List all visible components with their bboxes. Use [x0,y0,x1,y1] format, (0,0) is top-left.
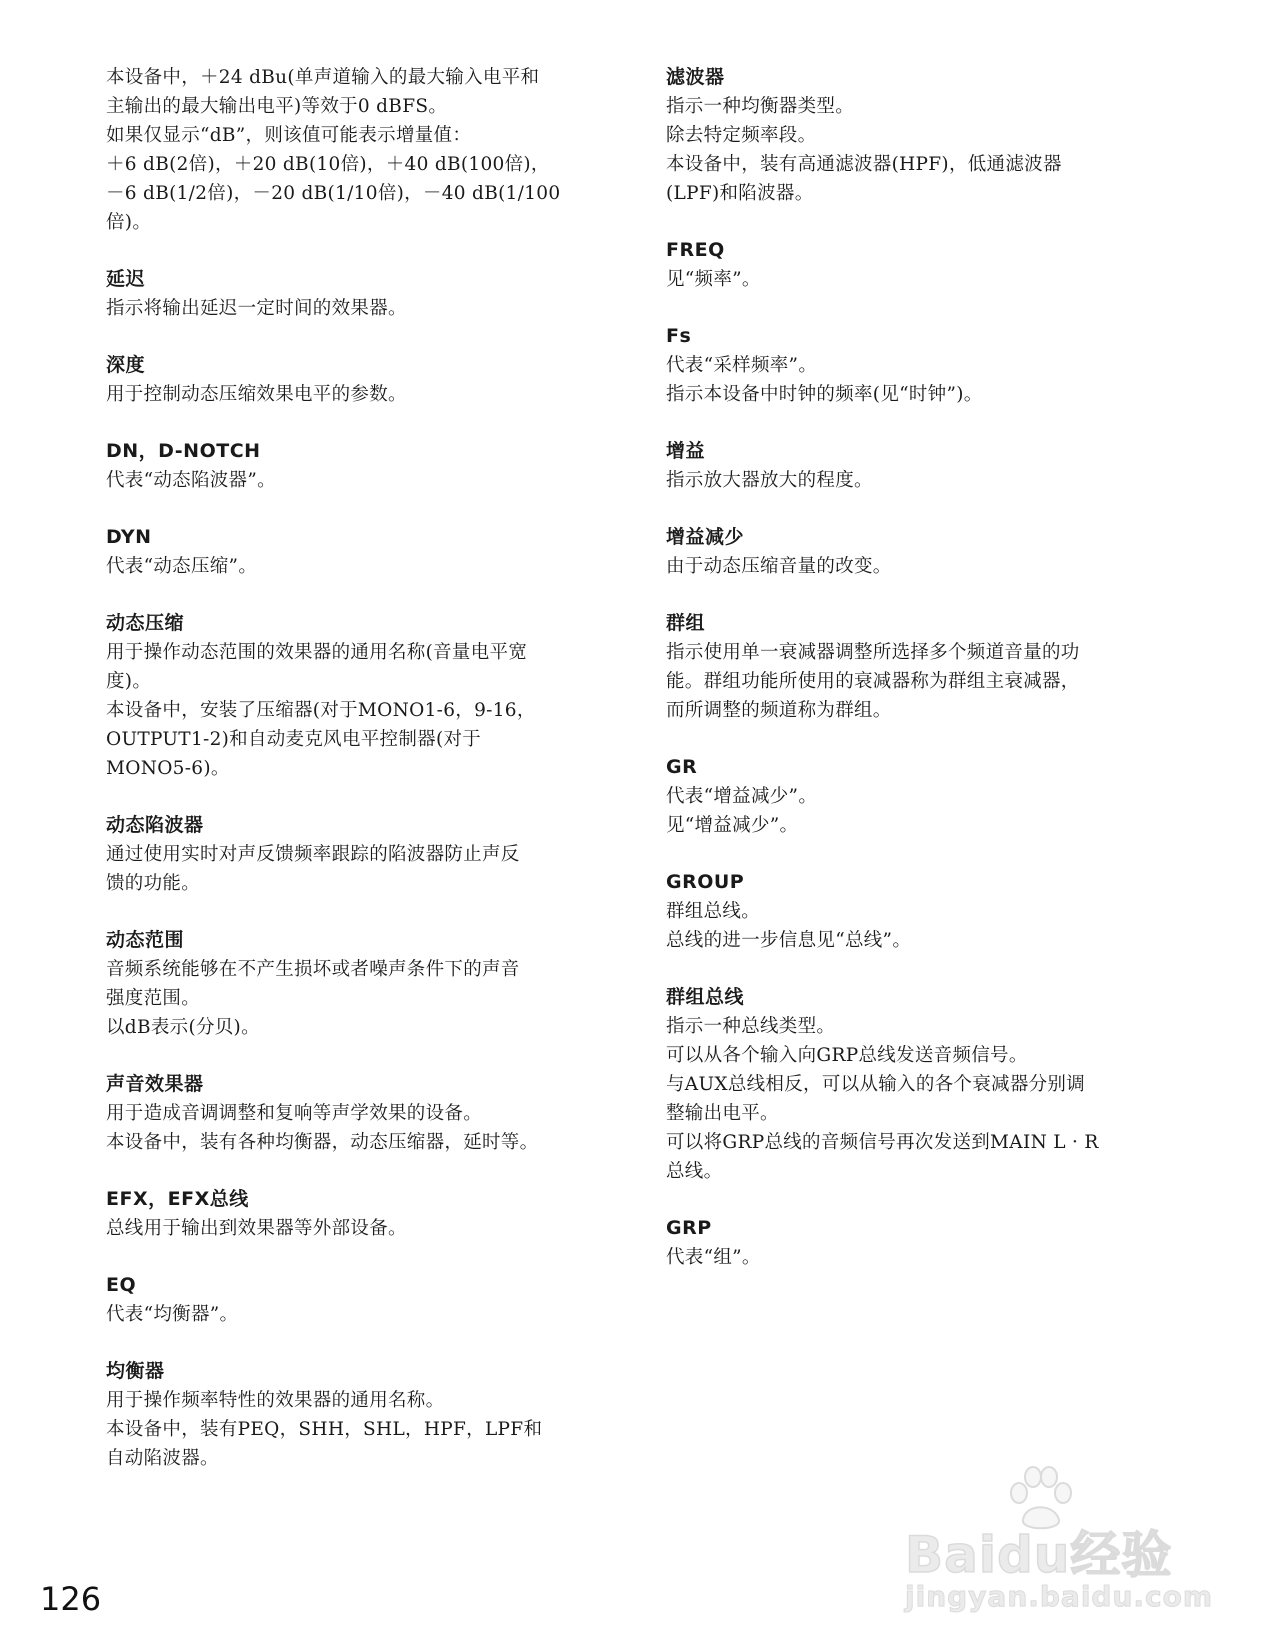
right-column [666,63,1176,1300]
definition-line: 代表“均衡器”。 [106,1304,239,1325]
definition-line: －6 dB(1/2倍)，－20 dB(1/10倍)，－40 dB(1/100 [106,183,561,204]
glossary-term: DYN [106,526,152,548]
definition-line: 自动陷波器。 [106,1448,219,1469]
glossary-entry [106,523,606,581]
definition-line: 用于控制动态压缩效果电平的参数。 [106,384,407,405]
glossary-entry [666,322,1176,409]
definition-line: 总线用于输出到效果器等外部设备。 [106,1218,407,1239]
definition-line: 与AUX总线相反，可以从输入的各个衰减器分别调 [666,1074,1086,1095]
baidu-watermark [905,1465,1214,1625]
glossary-term: 声音效果器 [106,1073,204,1095]
watermark-brand: Baidu经验 [905,1526,1173,1584]
definition-line: MONO5-6)。 [106,758,230,779]
definition-line: 度)。 [106,671,152,692]
glossary-entry [106,63,606,237]
glossary-entry [106,1185,606,1243]
watermark-url: jingyan.baidu.com [905,1580,1214,1613]
definition-line: 而所调整的频道称为群组。 [666,700,892,721]
definition-line: 总线的进一步信息见“总线”。 [666,930,912,951]
glossary-term: GRP [666,1217,712,1239]
definition-line: 代表“动态压缩”。 [106,556,258,577]
glossary-entry [106,1271,606,1329]
glossary-term: 动态范围 [106,929,185,951]
definition-line: 可以将GRP总线的音频信号再次发送到MAIN L · R [666,1132,1099,1153]
definition-line: 代表“增益减少”。 [666,786,818,807]
glossary-entry [106,811,606,898]
glossary-entry [666,1214,1176,1272]
glossary-term: DN，D-NOTCH [106,440,261,462]
definition-line: 音频系统能够在不产生损坏或者噪声条件下的声音 [106,959,520,980]
definition-line: 本设备中，装有各种均衡器，动态压缩器，延时等。 [106,1132,539,1153]
glossary-term: FREQ [666,239,725,261]
definition-line: 代表“组”。 [666,1247,761,1268]
definition-line: 指示一种均衡器类型。 [666,96,855,117]
definition-line: 用于操作动态范围的效果器的通用名称(音量电平宽 [106,642,528,663]
definition-line: 用于操作频率特性的效果器的通用名称。 [106,1390,445,1411]
definition-line: 通过使用实时对声反馈频率跟踪的陷波器防止声反 [106,844,520,865]
glossary-entry [106,926,606,1042]
glossary-term: GROUP [666,871,745,893]
glossary-entry [666,983,1176,1186]
glossary-entry [666,523,1176,581]
glossary-entry [106,265,606,323]
definition-line: 能。群组功能所使用的衰减器称为群组主衰减器， [666,671,1080,692]
definition-line: 总线。 [666,1161,723,1182]
definition-line: 指示放大器放大的程度。 [666,470,873,491]
definition-line: 群组总线。 [666,901,761,922]
definition-line: 指示使用单一衰减器调整所选择多个频道音量的功 [666,642,1080,663]
glossary-entry [666,63,1176,208]
definition-line: 见“增益减少”。 [666,815,799,836]
definition-line: 除去特定频率段。 [666,125,817,146]
definition-line: (LPF)和陷波器。 [666,183,814,204]
definition-line: 倍)。 [106,212,152,233]
glossary-term: GR [666,756,698,778]
glossary-entry [106,1357,606,1473]
definition-line: 指示一种总线类型。 [666,1016,836,1037]
definition-line: 代表“动态陷波器”。 [106,470,276,491]
definition-line: ＋6 dB(2倍)，＋20 dB(10倍)，＋40 dB(100倍)， [106,154,550,175]
glossary-term: 增益 [666,440,706,462]
glossary-entry [106,609,606,783]
glossary-term: 增益减少 [666,526,745,548]
definition-line: 指示本设备中时钟的频率(见“时钟”)。 [666,384,983,405]
glossary-term: 深度 [106,354,146,376]
glossary-entry [666,753,1176,840]
glossary-term: EQ [106,1274,137,1296]
glossary-term: 动态压缩 [106,612,185,634]
glossary-entry [106,1070,606,1157]
definition-line: 以dB表示(分贝)。 [106,1017,260,1038]
definition-line: OUTPUT1-2)和自动麦克风电平控制器(对于 [106,729,482,750]
definition-line: 见“频率”。 [666,269,761,290]
definition-line: 代表“采样频率”。 [666,355,818,376]
definition-line: 强度范围。 [106,988,201,1009]
definition-line: 用于造成音调调整和复响等声学效果的设备。 [106,1103,483,1124]
glossary-term: 滤波器 [666,66,725,88]
definition-line: 本设备中，＋24 dBu(单声道输入的最大输入电平和 [106,67,540,88]
glossary-entry [666,868,1176,955]
glossary-term: EFX，EFX总线 [106,1188,249,1210]
definition-line: 馈的功能。 [106,873,201,894]
glossary-entry [666,437,1176,495]
definition-line: 本设备中，装有PEQ，SHH，SHL，HPF，LPF和 [106,1419,543,1440]
definition-line: 整输出电平。 [666,1103,779,1124]
glossary-term: 延迟 [106,268,146,290]
glossary-term: 群组 [666,612,706,634]
definition-line: 本设备中，装有高通滤波器(HPF)，低通滤波器 [666,154,1062,175]
page-number: 126 [40,1580,102,1618]
definition-line: 指示将输出延迟一定时间的效果器。 [106,298,407,319]
definition-line: 可以从各个输入向GRP总线发送音频信号。 [666,1045,1028,1066]
definition-line: 主输出的最大输出电平)等效于0 dBFS。 [106,96,448,117]
left-column [106,63,606,1501]
glossary-term: 均衡器 [106,1360,165,1382]
glossary-entry [106,437,606,495]
definition-line: 由于动态压缩音量的改变。 [666,556,892,577]
definition-line: 本设备中，安装了压缩器(对于MONO1-6，9-16， [106,700,536,721]
glossary-entry [666,609,1176,725]
glossary-term: Fs [666,325,692,347]
glossary-term: 群组总线 [666,986,745,1008]
glossary-entry [106,351,606,409]
glossary-term: 动态陷波器 [106,814,204,836]
glossary-entry [666,236,1176,294]
definition-line: 如果仅显示“dB”，则该值可能表示增量值： [106,125,472,146]
